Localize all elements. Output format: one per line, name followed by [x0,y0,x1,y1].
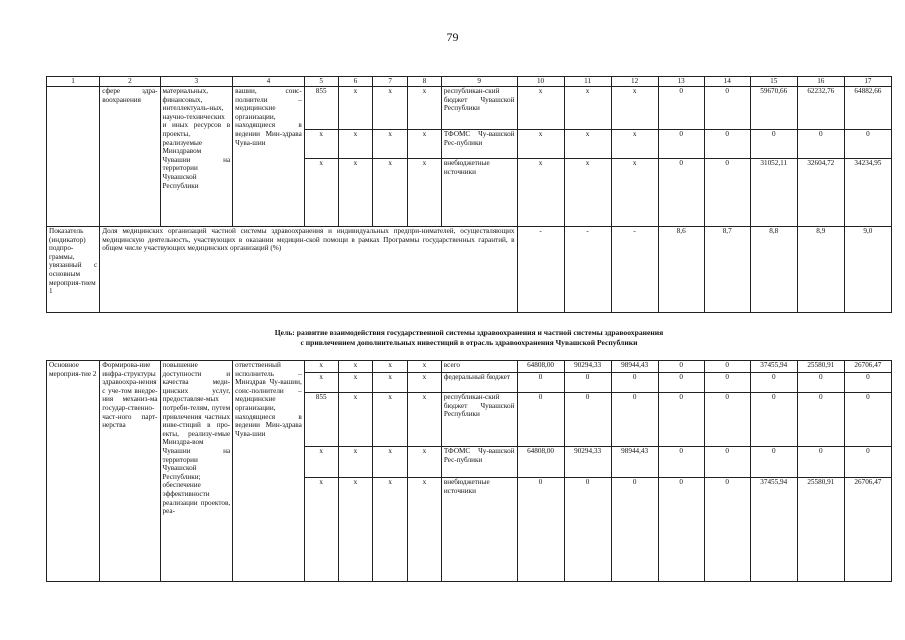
cell-infrastructure: Формирова-ние инфра-структуры здравоохра-нения с уче-том внедре-ния механиз-ма государ-ственно-част-ного парт-нерства [100,361,160,582]
cell-c5: 855 [304,87,338,130]
cell-c17: 34234,95 [844,159,891,227]
cell-c11: x [564,130,611,159]
column-header: 9 [441,77,517,87]
indicator-row [47,227,892,313]
column-header: 5 [304,77,338,87]
cell-c14: 0 [704,447,750,478]
cell-source: ТФОМС Чу-вашской Рес-публики [441,130,517,159]
cell-c12: 0 [611,478,658,582]
cell-main-activity: Основное мероприя-тие 2 [47,361,100,582]
goal-heading [46,328,892,348]
cell-c10: 0 [517,373,564,393]
cell-c12: x [611,159,658,227]
column-header: 8 [408,77,442,87]
column-number-row [47,77,892,87]
cell-executors: вашии, соис-полнители – медицинские организации, находящиеся в ведении Мин-здрава Чува-шии [233,87,305,227]
cell-c16: 0 [797,373,844,393]
cell-c8: x [408,478,442,582]
cell-c14: 0 [704,393,750,447]
cell-source: внебюджетные источники [441,478,517,582]
cell-c5: 855 [304,393,338,447]
cell-c12: 0 [611,393,658,447]
empty-cell [47,87,100,227]
cell-c10: 0 [517,478,564,582]
cell-c15: 37455,94 [750,478,797,582]
cell-source: ТФОМС Чу-вашской Рес-публики [441,447,517,478]
cell-c15: 31052,11 [750,159,797,227]
cell-c12: 98944,43 [611,361,658,373]
cell-c6: x [338,447,373,478]
goal-line-2: с привлечением дополнительных инвестиций в отрасль здравоохранения Чувашской Республики [300,338,638,347]
cell-c13: 0 [658,159,704,227]
cell-resources: материальных, финансовых, интеллектуаль-ных, научно-технических и иных ресурсов в проекты, реализуемые Минздравом Чувашии на территории Чувашской Республики [160,87,233,227]
cell-c13: 8,6 [658,227,704,313]
cell-c12: 98944,43 [611,447,658,478]
cell-c12: x [611,130,658,159]
column-header: 11 [564,77,611,87]
cell-c7: x [373,159,408,227]
cell-c10: - [517,227,564,313]
cell-c10: x [517,130,564,159]
cell-c11: 0 [564,393,611,447]
cell-c6: x [338,87,373,130]
cell-c16: 8,9 [797,227,844,313]
column-header: 6 [338,77,373,87]
cell-c6: x [338,373,373,393]
column-header: 1 [47,77,100,87]
cell-source: республикан-ский бюджет Чувашской Республики [441,87,517,130]
column-header: 17 [844,77,891,87]
cell-c10: 0 [517,393,564,447]
cell-c16: 25580,91 [797,478,844,582]
cell-c15: 0 [750,130,797,159]
cell-c13: 0 [658,393,704,447]
cell-goals: повышение доступности и качества меди-цинских услуг, предоставляе-мых потреби-телям, путем привлечения частных инве-стиций в про-екты, реализу-емые Минздра-вом Чувашии на территории Чувашской Республики; обеспечение эффективности реализации проектов, реа- [160,361,233,582]
cell-c14: 0 [704,87,750,130]
cell-c12: - [611,227,658,313]
cell-c11: 90294,33 [564,361,611,373]
cell-c8: x [408,159,442,227]
cell-c8: x [408,130,442,159]
cell-c11: x [564,87,611,130]
column-header: 13 [658,77,704,87]
cell-c7: x [373,130,408,159]
cell-c5: x [304,373,338,393]
cell-c7: x [373,478,408,582]
cell-c14: 0 [704,159,750,227]
cell-c15: 37455,94 [750,361,797,373]
cell-c15: 8,8 [750,227,797,313]
cell-c13: 0 [658,373,704,393]
cell-c16: 0 [797,447,844,478]
cell-c17: 26706,47 [844,478,891,582]
column-header: 16 [797,77,844,87]
cell-c11: 90294,33 [564,447,611,478]
cell-c7: x [373,361,408,373]
cell-c10: x [517,87,564,130]
cell-c13: 0 [658,87,704,130]
cell-c13: 0 [658,478,704,582]
cell-c8: x [408,87,442,130]
column-header: 2 [100,77,160,87]
cell-source: федеральный бюджет [441,373,517,393]
cell-c10: 64808,00 [517,361,564,373]
cell-source: всего [441,361,517,373]
cell-c13: 0 [658,447,704,478]
cell-c11: 0 [564,478,611,582]
cell-c5: x [304,447,338,478]
indicator-label: Показатель (индикатор) подпро-граммы, увязанный с основным мероприя-тием 1 [47,227,100,313]
cell-c11: - [564,227,611,313]
table-row [47,87,892,130]
cell-c14: 0 [704,373,750,393]
cell-c15: 0 [750,393,797,447]
page-number: 79 [446,30,459,44]
cell-c7: x [373,393,408,447]
cell-c12: x [611,87,658,130]
cell-c11: x [564,159,611,227]
cell-c6: x [338,361,373,373]
cell-c16: 25580,91 [797,361,844,373]
cell-source: республикан-ский бюджет Чувашской Республики [441,393,517,447]
cell-c8: x [408,447,442,478]
column-header: 14 [704,77,750,87]
column-header: 15 [750,77,797,87]
cell-c8: x [408,393,442,447]
cell-c10: 64808,00 [517,447,564,478]
cell-c15: 59670,66 [750,87,797,130]
cell-c7: x [373,447,408,478]
cell-c7: x [373,87,408,130]
cell-c17: 64882,66 [844,87,891,130]
cell-c13: 0 [658,130,704,159]
cell-c17: 9,0 [844,227,891,313]
cell-c5: x [304,130,338,159]
cell-c12: 0 [611,373,658,393]
cell-c17: 26706,47 [844,361,891,373]
cell-c15: 0 [750,373,797,393]
cell-sphere: сфере здра-воохранения [100,87,160,227]
cell-c17: 0 [844,447,891,478]
cell-c16: 62232,76 [797,87,844,130]
cell-c14: 0 [704,130,750,159]
cell-c17: 0 [844,130,891,159]
cell-c7: x [373,373,408,393]
cell-executors: ответственный исполнитель – Минздрав Чу-вашии, соис-полнители – медицинские организации, находящиеся в ведении Мин-здрава Чува-шии [233,361,305,582]
indicator-text: Доля медицинских организаций частной системы здравоохранения и индивидуальных предпри-нимателей, осуществляющих медицинскую деятельность, участвующих в оказании медицин-ской помощи в рамках Программы государственных гарантий, в общем числе участвующих медицинских организаций (%) [100,227,517,313]
cell-c6: x [338,159,373,227]
cell-c14: 0 [704,478,750,582]
goal-line-1: Цель: развитие взаимодействия государственной системы здравоохранения и частной системы здравоохранения [274,328,664,337]
cell-c14: 0 [704,361,750,373]
cell-c5: x [304,478,338,582]
cell-c11: 0 [564,373,611,393]
cell-c16: 32604,72 [797,159,844,227]
cell-c14: 8,7 [704,227,750,313]
cell-c16: 0 [797,393,844,447]
table-row [47,361,892,373]
cell-c17: 0 [844,393,891,447]
cell-c8: x [408,361,442,373]
cell-c6: x [338,130,373,159]
program-table-top [46,76,892,313]
cell-c10: x [517,159,564,227]
cell-c5: x [304,361,338,373]
cell-c15: 0 [750,447,797,478]
cell-source: внебюджетные источники [441,159,517,227]
column-header: 3 [160,77,233,87]
cell-c13: 0 [658,361,704,373]
program-table-bottom [46,360,892,582]
cell-c5: x [304,159,338,227]
cell-c8: x [408,373,442,393]
cell-c16: 0 [797,130,844,159]
cell-c17: 0 [844,373,891,393]
cell-c6: x [338,478,373,582]
column-header: 7 [373,77,408,87]
column-header: 12 [611,77,658,87]
cell-c6: x [338,393,373,447]
column-header: 4 [233,77,305,87]
column-header: 10 [517,77,564,87]
